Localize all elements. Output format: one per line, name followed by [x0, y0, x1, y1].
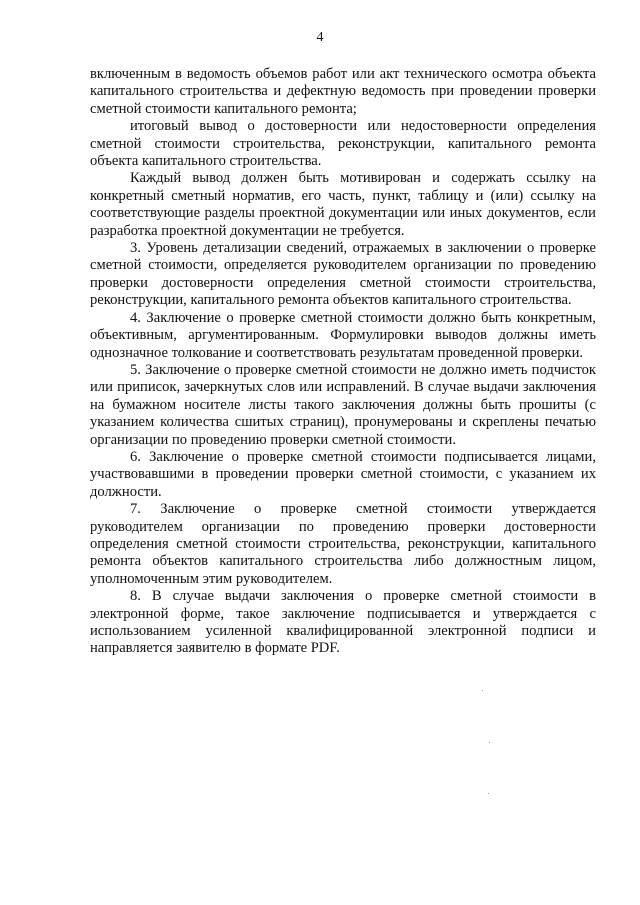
paragraph-item-7: 7. Заключение о проверке сметной стоимости утверждается руководителем организации по проведению проверки достоверности определения сметной стоимости строительства, реконструкции, капитального ремонта объектов капитального строительства либо должностным лицом, уполномоченным этим руководителем.: [90, 501, 596, 587]
scan-speck: [489, 742, 490, 743]
paragraph-continuation: включенным в ведомость объемов работ или акт технического осмотра объекта капитального строительства и дефектную ведомость при проведении проверки сметной стоимости капитального ремонта;: [90, 66, 596, 117]
page-number: 4: [316, 30, 324, 45]
paragraph-item-8: 8. В случае выдачи заключения о проверке сметной стоимости в электронной форме, такое заключение подписывается и утверждается с использованием усиленной квалифицированной электронной подписи и направляется заявителю в формате PDF.: [90, 588, 596, 657]
paragraph-each-conclusion: Каждый вывод должен быть мотивирован и содержать ссылку на конкретный сметный норматив, его часть, пункт, таблицу и (или) ссылку на соответствующие разделы проектной документации или иных документов, если разработка проектной документации не требуется.: [90, 170, 596, 239]
paragraph-item-4: 4. Заключение о проверке сметной стоимости должно быть конкретным, объективным, аргументированным. Формулировки выводов должны иметь однозначное толкование и соответствовать результатам проведенной проверки.: [90, 309, 596, 361]
scan-speck: [488, 793, 489, 794]
paragraph-item-5: 5. Заключение о проверке сметной стоимости не должно иметь подчисток или приписок, зачеркнутых слов или исправлений. В случае выдачи заключения на бумажном носителе листы такого заключения должны быть прошиты (с указанием количества сшитых страниц), пронумерованы и скреплены печатью организации по проведению проверки сметной стоимости.: [90, 361, 596, 448]
scan-speck: [482, 690, 483, 691]
paragraph-item-6: 6. Заключение о проверке сметной стоимости подписывается лицами, участвовавшими в проведении проверки сметной стоимости, с указанием их должности.: [90, 448, 596, 500]
paragraph-item-3: 3. Уровень детализации сведений, отражаемых в заключении о проверке сметной стоимости, определяется руководителем организации по проведению проверки достоверности определения сметной стоимости строительства, реконструкции, капитального ремонта объектов капитального строительства.: [90, 240, 596, 309]
paragraph-final-conclusion: итоговый вывод о достоверности или недостоверности определения сметной стоимости строительства, реконструкции, капитального ремонта объекта капитального строительства.: [90, 118, 596, 170]
document-body: [90, 66, 596, 658]
